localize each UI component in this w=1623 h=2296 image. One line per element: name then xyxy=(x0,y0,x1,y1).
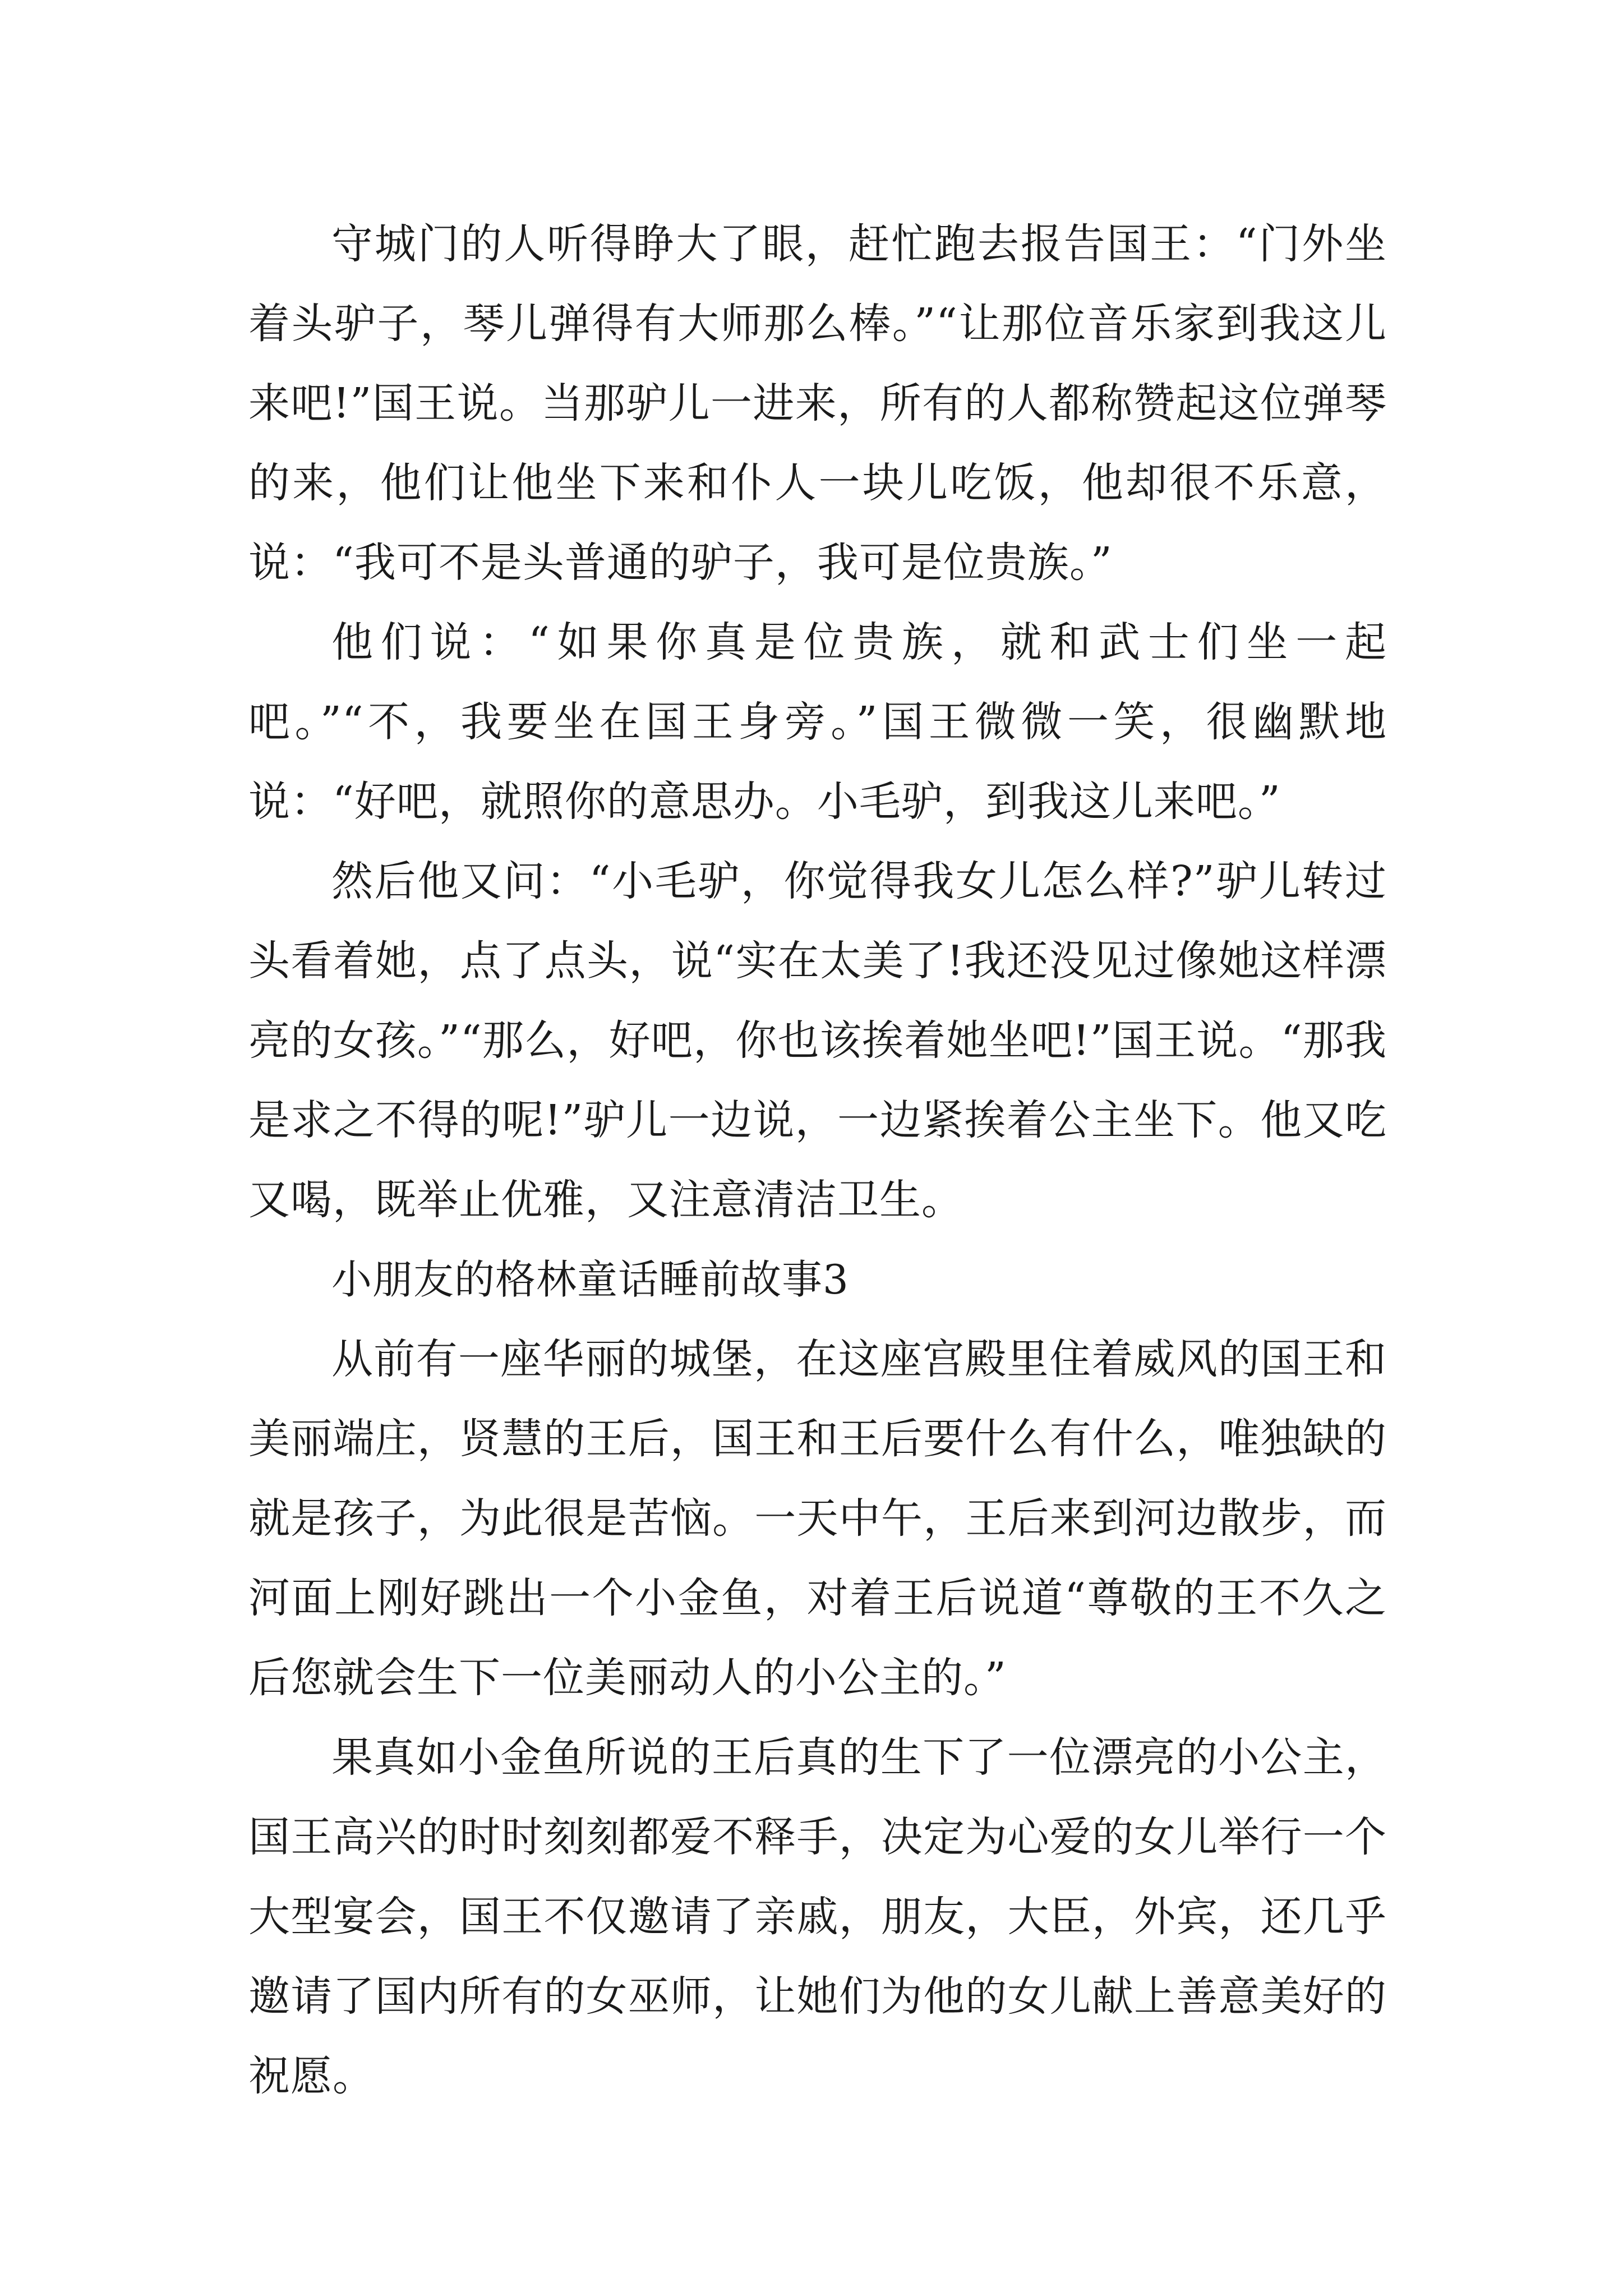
paragraph-4: 从前有一座华丽的城堡，在这座宫殿里住着威风的国王和美丽端庄，贤慧的王后，国王和王后要什么有什么，唯独缺的就是孩子，为此很是苦恼。一天中午，王后来到河边散步，而河面上刚好跳出一个小金鱼，对着王后说道“尊敬的王不久之后您就会生下一位美丽动人的小公主的。” xyxy=(248,1335,1387,1702)
section-heading: 小朋友的格林童话睡前故事3 xyxy=(331,1256,849,1303)
paragraph-5: 果真如小金鱼所说的王后真的生下了一位漂亮的小公主，国王高兴的时时刻刻都爱不释手，决定为心爱的女儿举行一个大型宴会，国王不仅邀请了亲戚，朋友，大臣，外宾，还几乎邀请了国内所有的女巫师，让她们为他的女儿献上善意美好的祝愿。 xyxy=(248,1733,1387,2100)
document-body xyxy=(248,204,1387,2116)
paragraph-3: 然后他又问：“小毛驴，你觉得我女儿怎么样?”驴儿转过头看着她，点了点头，说“实在太美了!我还没见过像她这样漂亮的女孩。”“那么，好吧，你也该挨着她坐吧!”国王说。“那我是求之不得的呢!”驴儿一边说，一边紧挨着公主坐下。他又吃又喝，既举止优雅，又注意清洁卫生。 xyxy=(248,857,1387,1224)
paragraph-1: 守城门的人听得睁大了眼，赶忙跑去报告国王：“门外坐着头驴子，琴儿弹得有大师那么棒。”“让那位音乐家到我这儿来吧!”国王说。当那驴儿一进来，所有的人都称赞起这位弹琴的来，他们让他坐下来和仆人一块儿吃饭，他却很不乐意，说：“我可不是头普通的驴子，我可是位贵族。” xyxy=(248,220,1387,587)
paragraph-2: 他们说：“如果你真是位贵族，就和武士们坐一起吧。”“不，我要坐在国王身旁。”国王微微一笑，很幽默地说：“好吧，就照你的意思办。小毛驴，到我这儿来吧。” xyxy=(248,618,1387,826)
